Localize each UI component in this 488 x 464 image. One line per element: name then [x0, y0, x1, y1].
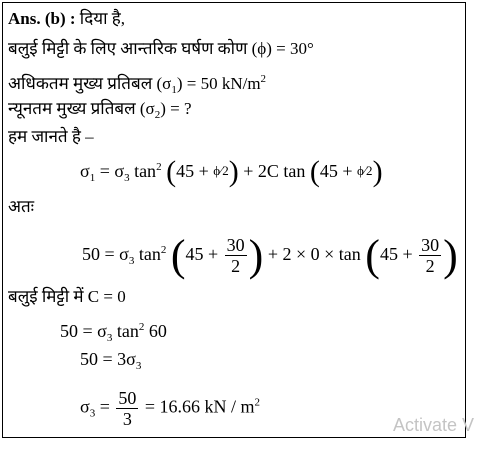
max-stress-text: अधिकतम मुख्य प्रतिबल — [8, 74, 153, 93]
sandy-soil-c-line: बलुई मिट्टी में C = 0 — [8, 287, 126, 306]
max-stress-value: = 50 kN/m — [186, 74, 261, 93]
friction-angle-line: बलुई मिट्टी के लिए आन्तरिक घर्षण कोण (ϕ) = 30° — [8, 39, 314, 58]
general-equation: $\sigma_1 = \sigma_3$ $\tan^2 (45$ + ϕ⁄2) + 2C tan (45 + ϕ⁄2) — [80, 155, 383, 188]
min-stress-value: = ? — [170, 99, 192, 118]
substituted-equation: $50 = \sigma_3$ $\tan^2 (45$ + $\frac{30}{2}$ ) + 2 × 0 × tan (45 + $\frac{30}{2}$ ) — [82, 231, 458, 280]
answer-heading — [8, 8, 125, 30]
answer-label: Ans. (b) : — [8, 9, 76, 28]
activate-watermark: Activate V — [393, 415, 475, 435]
therefore-line: अतः — [8, 197, 35, 216]
thirty-over-two-2: $\frac{30}{2}$ — [421, 235, 440, 277]
given-label: दिया है, — [79, 9, 126, 28]
we-know-line: हम जानते है – — [8, 127, 94, 146]
min-stress-line: न्यूनतम मुख्य प्रतिबल $(\sigma_2)$ = ? — [8, 99, 192, 121]
min-stress-text: न्यूनतम मुख्य प्रतिबल — [8, 99, 136, 118]
thirty-over-two: $\frac{30}{2}$ — [226, 235, 245, 277]
fifty-over-three: $\frac{50}{3}$ — [118, 388, 137, 429]
result-equation: $\sigma_3$ = $\frac{50}{3}$ = 16.66 kN / $m^2$ — [80, 388, 261, 429]
step-two: $50 = 3\sigma_3$ — [80, 349, 142, 372]
step-one: $50 = \sigma_3$ $\tan^2 60$ — [60, 321, 167, 344]
max-stress-line: अधिकतम मुख्य प्रतिबल $(\sigma_1) = 50$ $kN/m^2$ — [8, 73, 267, 96]
